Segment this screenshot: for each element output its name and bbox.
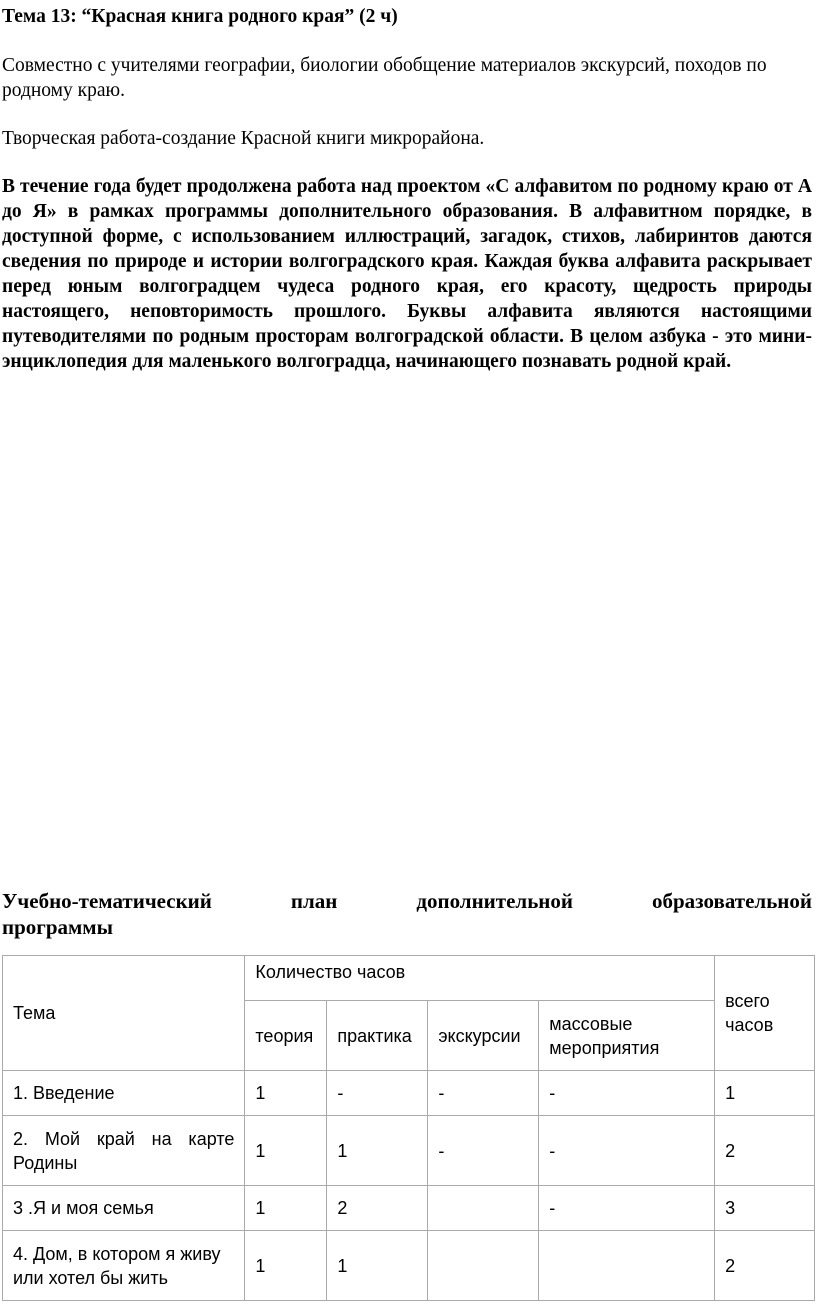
header-excursions: экскурсии xyxy=(428,1001,539,1071)
row-mass: - xyxy=(539,1116,715,1186)
row-practice: 1 xyxy=(327,1231,428,1301)
plan-heading-line1: Учебно-тематический план дополнительной образовательной xyxy=(2,889,812,913)
plan-heading-line2: программы xyxy=(2,915,113,939)
row-excursions: - xyxy=(428,1071,539,1116)
row-theory: 1 xyxy=(245,1231,327,1301)
topic-paragraph-3: В течение года будет продолжена работа над проектом «С алфавитом по родному краю от А до Я» в рамках программы дополнительного образования. В алфавитном порядке, в доступной форме, с использованием иллюстраций, загадок, стихов, лабиринтов даются сведения по природе и истории волгоградского края. Каждая буква алфавита раскрывает перед юным волгоградцем чудеса родного края, его красоту, щедрость природы настоящего, неповторимость прошлого. Буквы алфавита являются настоящими путеводителями по родным просторам волгоградской области. В целом азбука - это мини-энциклопедия для маленького волгоградца, начинающего познавать родной край. xyxy=(2,176,812,372)
row-mass: - xyxy=(539,1071,715,1116)
row-practice: 1 xyxy=(327,1116,428,1186)
row-topic: 3 .Я и моя семья xyxy=(3,1186,245,1231)
header-topic: Тема xyxy=(3,956,245,1071)
row-theory: 1 xyxy=(245,1116,327,1186)
topic-title: Тема 13: “Красная книга родного края” (2 ч) xyxy=(2,6,398,27)
table-row xyxy=(3,1186,815,1231)
row-theory: 1 xyxy=(245,1186,327,1231)
header-practice: практика xyxy=(327,1001,428,1071)
plan-table xyxy=(2,955,815,1301)
table-row xyxy=(3,1116,815,1186)
row-topic: 1. Введение xyxy=(3,1071,245,1116)
row-topic: 2. Мой край на карте Родины xyxy=(3,1116,245,1186)
row-total: 3 xyxy=(715,1186,815,1231)
row-total: 2 xyxy=(715,1116,815,1186)
row-total: 1 xyxy=(715,1071,815,1116)
topic-paragraph-1: Совместно с учителями географии, биологии обобщение материалов экскурсий, походов по родному краю. xyxy=(2,55,767,101)
row-total: 2 xyxy=(715,1231,815,1301)
header-hours: Количество часов xyxy=(245,956,715,1001)
table-header-row xyxy=(3,956,815,1001)
row-theory: 1 xyxy=(245,1071,327,1116)
row-practice: - xyxy=(327,1071,428,1116)
row-mass: - xyxy=(539,1186,715,1231)
header-mass-events: массовые мероприятия xyxy=(539,1001,715,1071)
header-theory: теория xyxy=(245,1001,327,1071)
topic-paragraph-2: Творческая работа-создание Красной книги микрорайона. xyxy=(2,128,485,149)
header-total: всего часов xyxy=(715,956,815,1071)
row-practice: 2 xyxy=(327,1186,428,1231)
row-excursions xyxy=(428,1231,539,1301)
row-excursions xyxy=(428,1186,539,1231)
table-row xyxy=(3,1071,815,1116)
row-topic: 4. Дом, в котором я живу или хотел бы жить xyxy=(3,1231,245,1301)
row-excursions: - xyxy=(428,1116,539,1186)
row-mass xyxy=(539,1231,715,1301)
table-row xyxy=(3,1231,815,1301)
plan-heading xyxy=(2,888,812,940)
